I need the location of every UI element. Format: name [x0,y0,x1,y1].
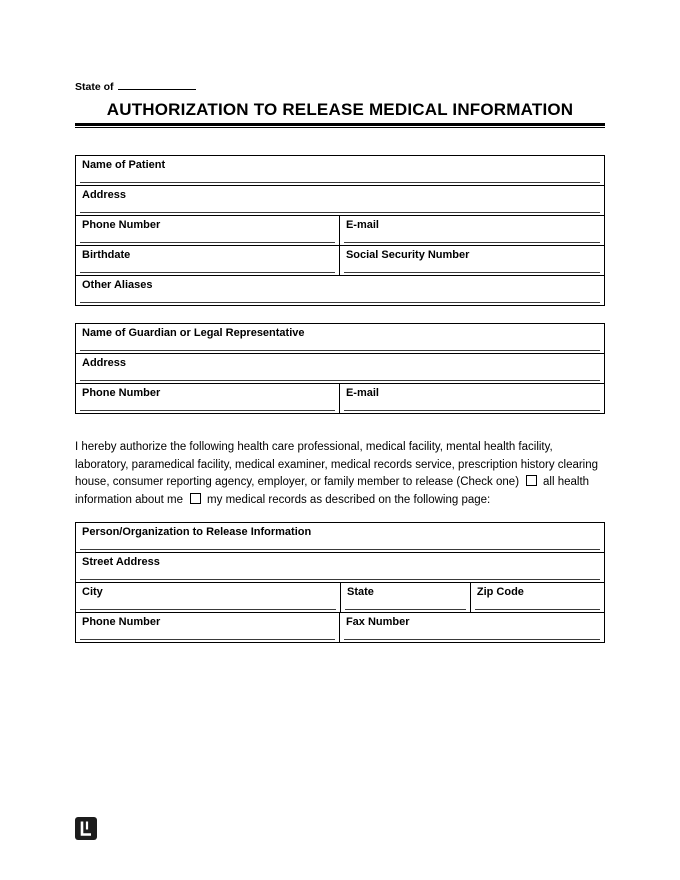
document-title: AUTHORIZATION TO RELEASE MEDICAL INFORMATION [106,100,574,119]
input-line[interactable] [80,212,600,213]
table-row [76,383,604,413]
field-label: Person/Organization to Release Information [82,526,312,538]
medical-records-checkbox[interactable] [190,493,201,504]
guardian-phone-field [76,384,339,413]
field-label: Zip Code [476,586,524,598]
input-line[interactable] [80,639,335,640]
input-line[interactable] [345,609,466,610]
release-info-table [75,522,605,643]
table-row [76,156,604,185]
field-label: State [347,586,374,598]
field-label: Other Aliases [82,279,153,291]
fax-number-field [339,613,604,642]
field-label: Birthdate [82,249,131,261]
person-organization-field [76,523,604,552]
table-row [76,582,604,612]
field-label: E-mail [345,219,379,231]
authorization-paragraph [75,439,605,509]
input-line[interactable] [344,639,600,640]
input-line[interactable] [344,272,600,273]
field-label: Name of Guardian or Legal Representative [82,327,305,339]
field-label: E-mail [345,387,379,399]
input-line[interactable] [80,302,600,303]
table-row [76,245,604,275]
field-label: City [82,586,103,598]
street-address-field [76,553,604,582]
input-line[interactable] [344,242,600,243]
field-label: Name of Patient [82,159,166,171]
title-rule-thin [75,127,605,128]
field-label: Phone Number [82,219,161,231]
patient-birthdate-field [76,246,339,275]
title-rule-thick [75,123,605,126]
input-line[interactable] [80,380,600,381]
guardian-name-field [76,324,604,353]
state-of-line [75,80,605,94]
input-line[interactable] [80,579,600,580]
document-page [75,80,605,643]
table-row [76,275,604,305]
table-row [76,552,604,582]
field-label: Street Address [82,556,160,568]
input-line[interactable] [80,182,600,183]
city-field [76,583,340,612]
other-aliases-field [76,276,604,305]
state-of-blank-line[interactable] [118,80,196,90]
patient-phone-field [76,216,339,245]
title-rule [75,123,605,128]
input-line[interactable] [80,242,335,243]
table-row [76,185,604,215]
state-of-label: State of [75,81,114,93]
field-label: Fax Number [345,616,410,628]
input-line[interactable] [80,350,600,351]
input-line[interactable] [80,549,600,550]
option-medical-records-label: my medical records as described on the following page: [207,493,491,506]
patient-ssn-field [339,246,604,275]
guardian-address-field [76,354,604,383]
patient-address-field [76,186,604,215]
field-label: Social Security Number [345,249,470,261]
input-line[interactable] [80,272,335,273]
table-row [76,523,604,552]
input-line[interactable] [80,410,335,411]
authorization-intro-text: I hereby authorize the following health care professional, medical facility, mental health facility, laboratory, paramedical facility, medical examiner, medical records service, prescription history clearing house, consumer reporting agency, employer, or family member to release (Check one) [75,441,599,488]
release-phone-field [76,613,339,642]
field-label: Phone Number [82,616,161,628]
field-label: Address [82,357,127,369]
legaltemplates-logo-icon [75,817,97,840]
table-row [76,353,604,383]
guardian-info-table [75,323,605,414]
field-label: Address [82,189,127,201]
field-label: Phone Number [82,387,161,399]
table-row [76,612,604,642]
option-all-health-label: all health [543,476,590,488]
input-line[interactable] [475,609,600,610]
all-health-checkbox[interactable] [526,475,537,486]
table-row [76,324,604,353]
input-line[interactable] [344,410,600,411]
zip-code-field [470,583,604,612]
guardian-email-field [339,384,604,413]
name-of-patient-field [76,156,604,185]
state-field [340,583,470,612]
patient-info-table [75,155,605,306]
option-all-health-label-wrap: information about me [75,493,184,506]
table-row [76,215,604,245]
input-line[interactable] [80,609,336,610]
patient-email-field [339,216,604,245]
